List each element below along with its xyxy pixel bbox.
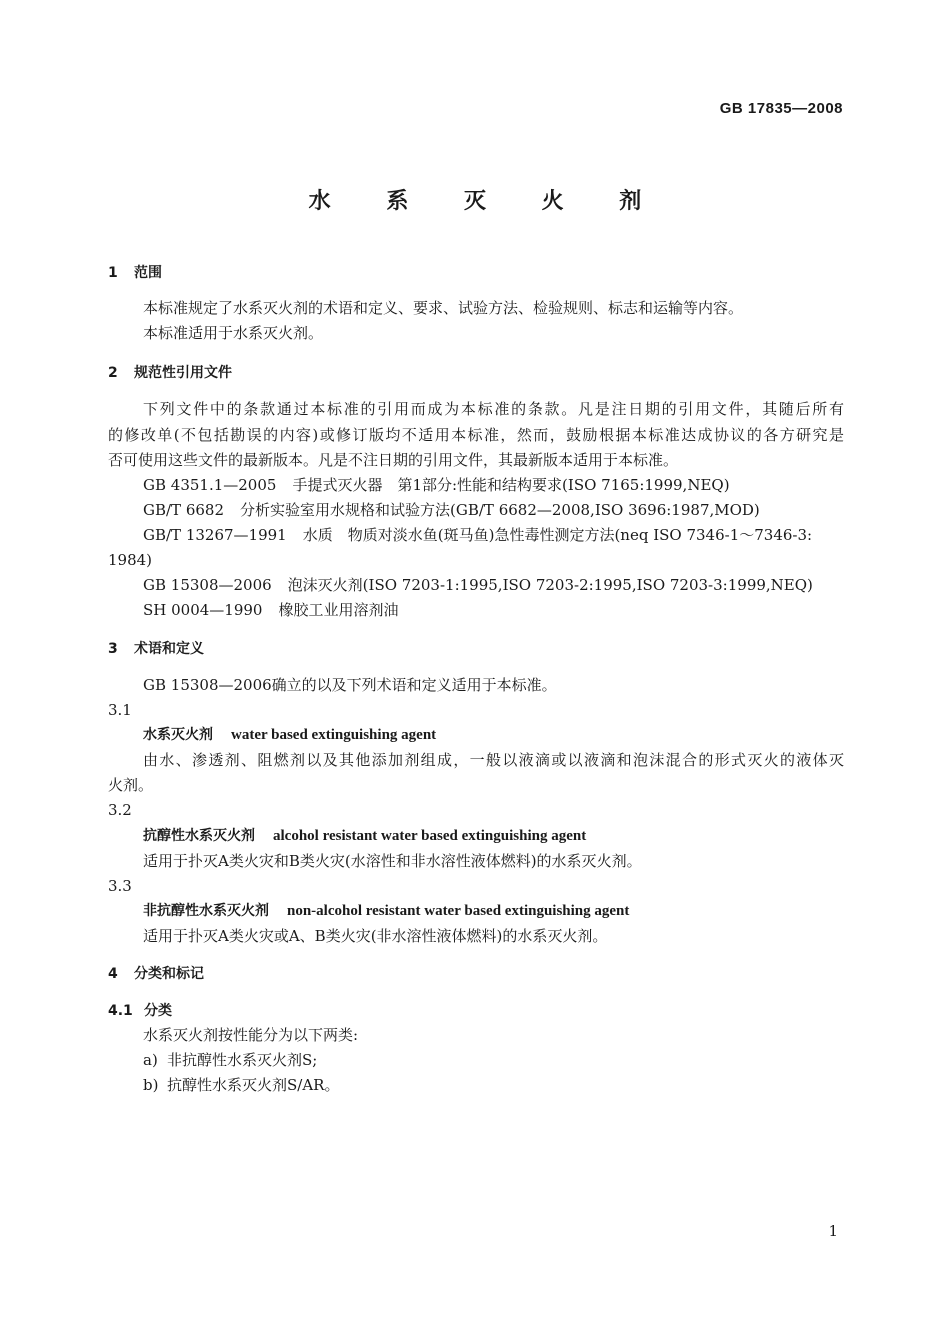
reference-entry	[143, 574, 813, 596]
page-number: 1	[828, 1222, 838, 1240]
reference-code: GB 15308—2006	[143, 576, 272, 594]
term-number: 3.1	[108, 701, 132, 719]
reference-title: 水质 物质对淡水鱼(斑马鱼)急性毒性测定方法(neq ISO 7346-1～7346-3:	[302, 526, 813, 544]
reference-code: GB 4351.1—2005	[143, 476, 277, 494]
term-zh: 水系灭火剂	[143, 727, 213, 743]
section-number: 3	[108, 641, 118, 657]
subsection-title: 分类	[144, 1003, 172, 1019]
section-title: 分类和标记	[134, 966, 204, 982]
document-title: 水 系 灭 火 剂	[308, 189, 666, 214]
definition-line: 由水、渗透剂、阻燃剂以及其他添加剂组成，一般以液滴或以液滴和泡沫混合的形式灭火的液体灭	[143, 751, 844, 769]
term-number: 3.3	[108, 877, 132, 895]
paragraph-line: 的修改单(不包括勘误的内容)或修订版均不适用本标准，然而，鼓励根据本标准达成协议的各方研究是	[108, 426, 844, 444]
term-en: alcohol resistant water based extinguishing agent	[273, 828, 587, 844]
paragraph-line: 否可使用这些文件的最新版本。凡是不注日期的引用文件，其最新版本适用于本标准。	[108, 451, 679, 469]
list-item	[143, 1049, 317, 1071]
reference-entry	[143, 524, 812, 546]
term-number: 3.2	[108, 801, 132, 819]
reference-title: 手提式灭火器 第1部分:性能和结构要求(ISO 7165:1999,NEQ)	[292, 476, 730, 494]
term-zh: 抗醇性水系灭火剂	[143, 828, 255, 844]
section-number: 2	[108, 365, 118, 381]
reference-code: GB/T 13267—1991	[143, 526, 287, 544]
paragraph: 水系灭火剂按性能分为以下两类:	[143, 1026, 359, 1044]
reference-code: GB/T 6682	[143, 501, 225, 519]
term-en: non-alcohol resistant water based extinguishing agent	[287, 903, 630, 919]
list-item-label: a)	[143, 1051, 158, 1069]
reference-title: 泡沫灭火剂(ISO 7203-1:1995,ISO 7203-2:1995,ISO 7203-3:1999,NEQ)	[287, 576, 813, 594]
definition-line: 适用于扑灭A类火灾或A、B类火灾(非水溶性液体燃料)的水系灭火剂。	[143, 927, 608, 945]
reference-entry	[143, 599, 399, 621]
reference-entry	[143, 499, 760, 521]
section-number: 1	[108, 265, 118, 281]
paragraph: 本标准适用于水系灭火剂。	[143, 324, 324, 342]
standard-code: GB 17835—2008	[719, 100, 843, 117]
section-4-heading	[108, 963, 204, 985]
definition-line: 火剂。	[108, 776, 154, 794]
subsection-number: 4.1	[108, 1003, 133, 1019]
list-item	[143, 1074, 339, 1096]
reference-title: 橡胶工业用溶剂油	[278, 601, 399, 619]
paragraph-line: 下列文件中的条款通过本标准的引用而成为本标准的条款。凡是注日期的引用文件，其随后所有	[143, 400, 844, 418]
list-item-text: 非抗醇性水系灭火剂S;	[167, 1051, 318, 1069]
section-1-heading	[108, 262, 162, 284]
reference-continuation: 1984)	[108, 551, 153, 569]
section-title: 术语和定义	[134, 641, 204, 657]
reference-title: 分析实验室用水规格和试验方法(GB/T 6682—2008,ISO 3696:1987,MOD)	[240, 501, 760, 519]
term-zh: 非抗醇性水系灭火剂	[143, 903, 269, 919]
section-title: 范围	[134, 265, 162, 281]
reference-code: SH 0004—1990	[143, 601, 263, 619]
list-item-label: b)	[143, 1076, 159, 1094]
section-number: 4	[108, 966, 118, 982]
definition-line: 适用于扑灭A类火灾和B类火灾(水溶性和非水溶性液体燃料)的水系灭火剂。	[143, 852, 642, 870]
list-item-text: 抗醇性水系灭火剂S/AR。	[167, 1076, 340, 1094]
term-heading	[143, 724, 436, 746]
reference-entry	[143, 474, 730, 496]
paragraph: 本标准规定了水系灭火剂的术语和定义、要求、试验方法、检验规则、标志和运输等内容。	[143, 299, 744, 317]
subsection-4-1-heading	[108, 1000, 172, 1022]
section-title: 规范性引用文件	[134, 365, 232, 381]
term-en: water based extinguishing agent	[231, 727, 437, 743]
section-3-heading	[108, 638, 204, 660]
paragraph: GB 15308—2006确立的以及下列术语和定义适用于本标准。	[143, 676, 557, 694]
section-2-heading	[108, 362, 232, 384]
term-heading	[143, 825, 586, 847]
term-heading	[143, 900, 629, 922]
